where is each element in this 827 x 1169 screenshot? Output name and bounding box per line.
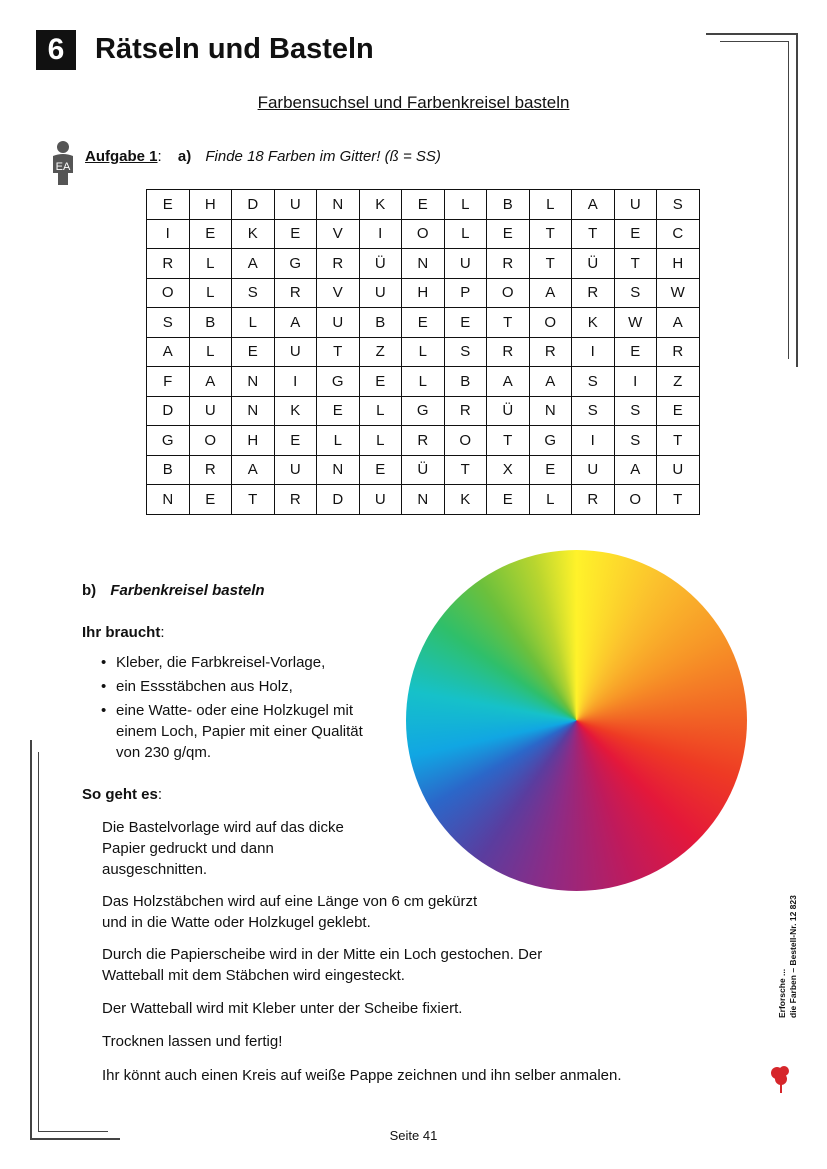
grid-cell: R <box>444 396 487 426</box>
grid-cell: N <box>402 249 445 279</box>
table-row <box>147 455 700 485</box>
frame-bottom-left-v2 <box>38 752 39 1132</box>
grid-cell: L <box>529 485 572 515</box>
grid-cell: U <box>274 337 317 367</box>
list-item: • ein Essstäbchen aus Holz, <box>101 676 371 697</box>
instructions-heading: So geht es: <box>82 786 163 803</box>
grid-cell: S <box>614 278 657 308</box>
grid-cell: K <box>232 219 275 249</box>
grid-cell: R <box>487 249 530 279</box>
grid-cell: A <box>189 367 232 397</box>
grid-cell: I <box>572 337 615 367</box>
grid-cell: Z <box>359 337 402 367</box>
grid-cell: F <box>147 367 190 397</box>
grid-cell: A <box>232 455 275 485</box>
grid-cell: E <box>614 337 657 367</box>
grid-cell: K <box>274 396 317 426</box>
grid-cell: A <box>487 367 530 397</box>
grid-cell: H <box>402 278 445 308</box>
grid-cell: O <box>487 278 530 308</box>
step-1: Die Bastelvorlage wird auf das dicke Papier gedruckt und dann ausgeschnitten. <box>102 819 344 878</box>
color-wheel <box>406 550 747 891</box>
grid-cell: R <box>189 455 232 485</box>
frame-top-right-v <box>796 33 798 367</box>
grid-cell: L <box>189 249 232 279</box>
grid-cell: L <box>317 426 360 456</box>
publisher-info <box>777 895 799 1018</box>
grid-cell: R <box>317 249 360 279</box>
grid-cell: I <box>572 426 615 456</box>
grid-cell: T <box>487 308 530 338</box>
grid-cell: T <box>444 455 487 485</box>
grid-cell: E <box>402 308 445 338</box>
grid-cell: E <box>317 396 360 426</box>
grid-cell: S <box>572 396 615 426</box>
grid-cell: L <box>189 337 232 367</box>
person-icon <box>49 140 77 186</box>
grid-cell: L <box>402 367 445 397</box>
grid-cell: R <box>274 278 317 308</box>
grid-cell: E <box>487 485 530 515</box>
grid-cell: E <box>274 426 317 456</box>
grid-cell: G <box>402 396 445 426</box>
grid-cell: W <box>614 308 657 338</box>
step-4: Der Watteball wird mit Kleber unter der Scheibe fixiert. <box>102 1000 463 1017</box>
table-row <box>147 396 700 426</box>
grid-cell: E <box>359 367 402 397</box>
grid-cell: R <box>274 485 317 515</box>
grid-cell: I <box>274 367 317 397</box>
grid-cell: I <box>359 219 402 249</box>
grid-cell: O <box>147 278 190 308</box>
grid-cell: L <box>444 190 487 220</box>
grid-cell: A <box>657 308 700 338</box>
grid-cell: S <box>614 396 657 426</box>
grid-cell: U <box>614 190 657 220</box>
step-5: Trocknen lassen und fertig! <box>102 1033 283 1050</box>
list-item: • eine Watte- oder eine Holzkugel mit einem Loch, Papier mit einer Qualität von 230 g/qm. <box>101 700 371 763</box>
grid-cell: S <box>572 367 615 397</box>
table-row <box>147 485 700 515</box>
grid-cell: U <box>274 190 317 220</box>
grid-cell: A <box>232 249 275 279</box>
grid-cell: D <box>232 190 275 220</box>
materials-list <box>101 652 371 766</box>
grid-cell: L <box>444 219 487 249</box>
grid-cell: Z <box>657 367 700 397</box>
grid-cell: X <box>487 455 530 485</box>
grid-cell: S <box>147 308 190 338</box>
grid-cell: D <box>317 485 360 515</box>
grid-cell: E <box>614 219 657 249</box>
grid-cell: N <box>232 396 275 426</box>
grid-cell: Ü <box>487 396 530 426</box>
grid-cell: T <box>232 485 275 515</box>
grid-cell: B <box>147 455 190 485</box>
grid-cell: T <box>487 426 530 456</box>
grid-cell: U <box>317 308 360 338</box>
grid-cell: L <box>189 278 232 308</box>
grid-cell: E <box>189 485 232 515</box>
grid-cell: U <box>444 249 487 279</box>
grid-cell: L <box>359 426 402 456</box>
task-label: Aufgabe 1 <box>85 148 158 165</box>
grid-cell: G <box>317 367 360 397</box>
grid-cell: E <box>487 219 530 249</box>
grid-cell: G <box>147 426 190 456</box>
grid-cell: S <box>657 190 700 220</box>
grid-cell: V <box>317 219 360 249</box>
table-row <box>147 367 700 397</box>
grid-cell: R <box>147 249 190 279</box>
grid-cell: N <box>529 396 572 426</box>
instructions-heading-text: So geht es <box>82 786 158 803</box>
grid-cell: L <box>402 337 445 367</box>
grid-cell: N <box>147 485 190 515</box>
frame-top-right-h2 <box>720 41 788 42</box>
grid-cell: T <box>317 337 360 367</box>
grid-cell: N <box>317 455 360 485</box>
grid-cell: E <box>189 219 232 249</box>
table-row <box>147 249 700 279</box>
grid-cell: Ü <box>572 249 615 279</box>
table-row <box>147 308 700 338</box>
grid-cell: U <box>189 396 232 426</box>
materials-heading: Ihr braucht: <box>82 624 165 641</box>
grid-cell: E <box>232 337 275 367</box>
step-6: Ihr könnt auch einen Kreis auf weiße Pappe zeichnen und ihn selber anmalen. <box>102 1067 622 1084</box>
grid-cell: Ü <box>359 249 402 279</box>
grid-cell: K <box>444 485 487 515</box>
grid-cell: E <box>147 190 190 220</box>
frame-bottom-left-v <box>30 740 32 1140</box>
step-3: Durch die Papierscheibe wird in der Mitte ein Loch gestochen. Der Watteball mit dem Stäbchen wird eingesteckt. <box>102 946 543 984</box>
part-b-title: Farbenkreisel basteln <box>110 582 265 599</box>
chapter-title: Rätseln und Basteln <box>95 33 374 65</box>
grid-cell: O <box>529 308 572 338</box>
grid-cell: T <box>572 219 615 249</box>
grid-cell: R <box>529 337 572 367</box>
grid-cell: N <box>232 367 275 397</box>
grid-cell: K <box>359 190 402 220</box>
chapter-number: 6 <box>36 30 76 70</box>
table-row <box>147 337 700 367</box>
frame-top-right-h <box>706 33 798 35</box>
task-1-line: Aufgabe 1: a) Finde 18 Farben im Gitter! (ß = SS) <box>85 148 441 165</box>
grid-cell: U <box>359 485 402 515</box>
grid-cell: B <box>359 308 402 338</box>
grid-cell: G <box>274 249 317 279</box>
grid-cell: E <box>274 219 317 249</box>
grid-cell: D <box>147 396 190 426</box>
table-row <box>147 219 700 249</box>
grid-cell: B <box>487 190 530 220</box>
grid-cell: U <box>274 455 317 485</box>
grid-cell: C <box>657 219 700 249</box>
task-instruction: Finde 18 Farben im Gitter! (ß = SS) <box>205 148 441 165</box>
grid-cell: U <box>657 455 700 485</box>
grid-cell: A <box>529 278 572 308</box>
icon-label: EA <box>55 161 71 173</box>
table-row <box>147 278 700 308</box>
grid-cell: E <box>444 308 487 338</box>
grid-cell: A <box>572 190 615 220</box>
grid-cell: R <box>487 337 530 367</box>
grid-cell: U <box>359 278 402 308</box>
publisher-line-2: die Farben – Bestell-Nr. 12 823 <box>788 895 798 1018</box>
grid-cell: G <box>529 426 572 456</box>
grid-cell: E <box>529 455 572 485</box>
grid-cell: L <box>232 308 275 338</box>
grid-cell: S <box>232 278 275 308</box>
publisher-logo-icon <box>768 1063 794 1095</box>
grid-cell: B <box>189 308 232 338</box>
page-number: Seite 41 <box>389 1128 438 1143</box>
grid-cell: I <box>147 219 190 249</box>
grid-cell: H <box>189 190 232 220</box>
grid-cell: A <box>274 308 317 338</box>
grid-cell: R <box>572 485 615 515</box>
grid-cell: B <box>444 367 487 397</box>
frame-top-right-v2 <box>788 41 789 359</box>
grid-cell: H <box>232 426 275 456</box>
grid-cell: S <box>614 426 657 456</box>
word-search-grid <box>146 189 700 515</box>
step-2: Das Holzstäbchen wird auf eine Länge von 6 cm gekürzt und in die Watte oder Holzkugel geklebt. <box>102 893 478 931</box>
list-item: • Kleber, die Farbkreisel-Vorlage, <box>101 652 371 673</box>
grid-cell: I <box>614 367 657 397</box>
grid-cell: N <box>402 485 445 515</box>
table-row <box>147 426 700 456</box>
grid-cell: R <box>572 278 615 308</box>
grid-cell: K <box>572 308 615 338</box>
grid-cell: S <box>444 337 487 367</box>
grid-cell: H <box>657 249 700 279</box>
part-b-heading <box>82 582 265 599</box>
grid-cell: T <box>657 485 700 515</box>
grid-cell: T <box>614 249 657 279</box>
publisher-line-1: Erforsche ... <box>777 968 787 1018</box>
grid-cell: O <box>444 426 487 456</box>
page-subtitle: Farbensuchsel und Farbenkreisel basteln <box>257 93 570 112</box>
grid-cell: E <box>359 455 402 485</box>
materials-heading-text: Ihr braucht <box>82 624 161 641</box>
grid-cell: T <box>529 219 572 249</box>
grid-cell: A <box>529 367 572 397</box>
grid-cell: R <box>402 426 445 456</box>
grid-cell: U <box>572 455 615 485</box>
grid-cell: A <box>147 337 190 367</box>
grid-cell: O <box>189 426 232 456</box>
grid-cell: V <box>317 278 360 308</box>
grid-cell: R <box>657 337 700 367</box>
grid-cell: E <box>657 396 700 426</box>
grid-cell: L <box>529 190 572 220</box>
grid-cell: A <box>614 455 657 485</box>
grid-cell: T <box>657 426 700 456</box>
grid-cell: T <box>529 249 572 279</box>
grid-cell: P <box>444 278 487 308</box>
grid-cell: E <box>402 190 445 220</box>
table-row <box>147 190 700 220</box>
task-part-a: a) <box>177 148 192 165</box>
grid-cell: N <box>317 190 360 220</box>
grid-cell: O <box>402 219 445 249</box>
grid-cell: L <box>359 396 402 426</box>
grid-cell: Ü <box>402 455 445 485</box>
grid-cell: O <box>614 485 657 515</box>
part-b-label: b) <box>82 582 97 599</box>
grid-cell: W <box>657 278 700 308</box>
